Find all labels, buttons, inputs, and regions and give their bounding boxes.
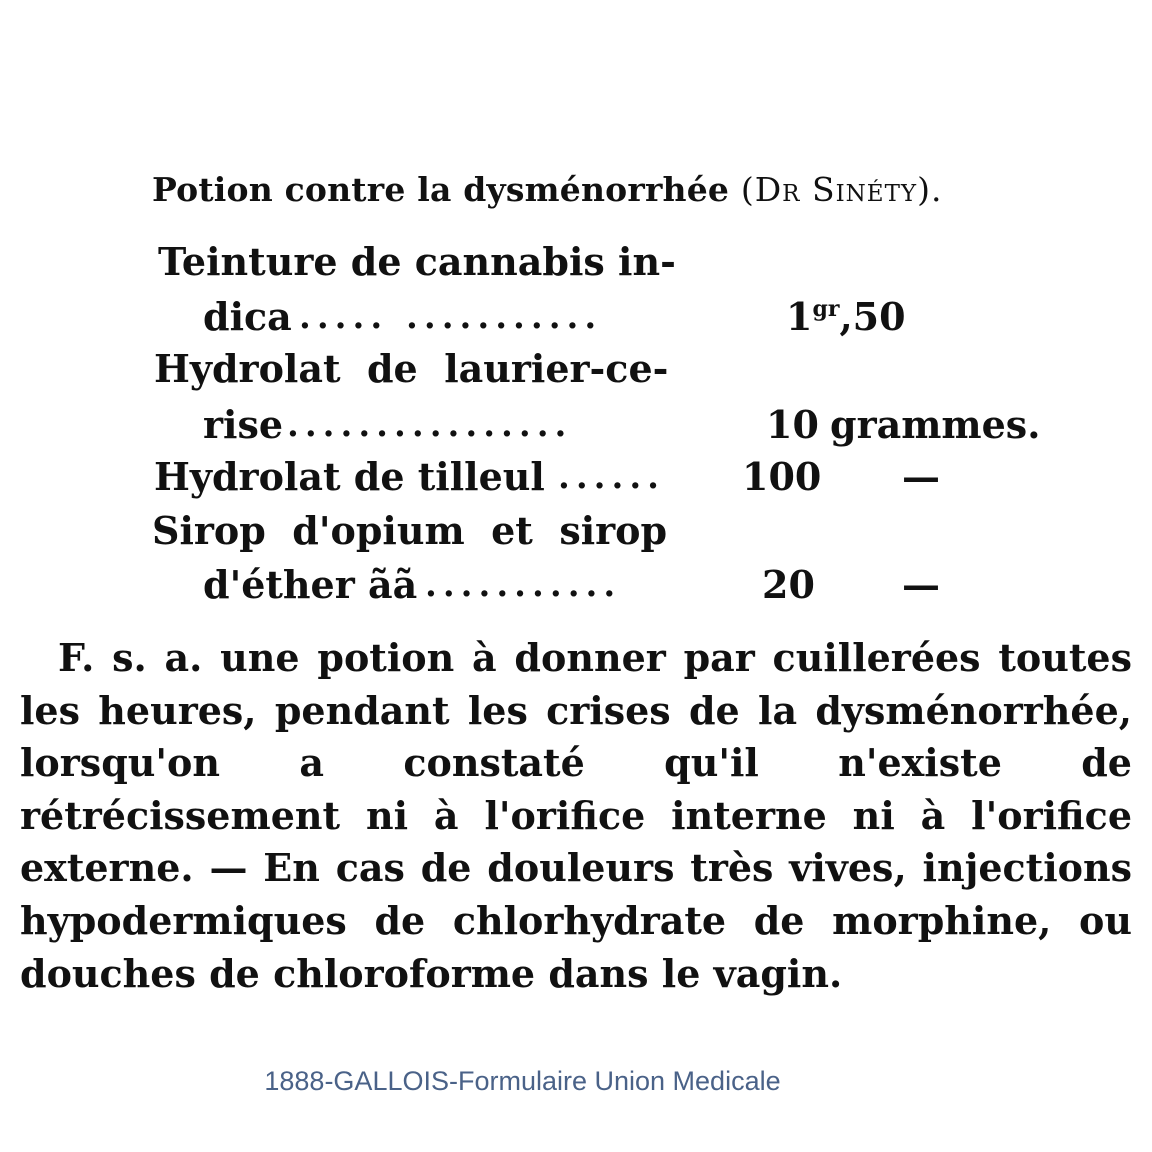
ingredient-1-line1: Teinture de cannabis in- — [158, 239, 676, 284]
ingredient-3-dots: ...... — [558, 460, 666, 494]
ingredient-3-unit: — — [902, 454, 940, 499]
ingredient-2-qty: 10 — [766, 402, 819, 447]
ingredient-1-name: dica — [203, 294, 292, 339]
recipe-title-author: (Dr Sinéty). — [740, 170, 943, 209]
ingredient-4-line1: Sirop d'opium et sirop — [152, 508, 668, 553]
recipe-title-main: Potion contre la dysménorrhée — [152, 170, 730, 209]
ingredient-4-dots: ........... — [425, 568, 622, 602]
ingredient-4-name: d'éther ãã — [203, 562, 418, 607]
source-caption: 1888-GALLOIS-Formulaire Union Medicale — [264, 1066, 781, 1096]
ingredient-1-qty: $1^{gr},50$ — [786, 294, 906, 339]
ingredient-1-dots: ..... ........... — [299, 300, 603, 334]
ingredient-3-name: Hydrolat de tilleul — [154, 454, 545, 499]
ingredient-2-name: rise — [203, 402, 284, 447]
ingredient-4-qty: 20 — [762, 562, 815, 607]
ingredient-4-unit: — — [902, 562, 940, 607]
ingredient-2-unit: grammes. — [830, 402, 1041, 447]
ingredient-2-dots: ................ — [287, 408, 573, 442]
instructions-paragraph: F. s. a. une potion à donner par cuillerées toutes les heures, pendant les crises de la dysménorrhée, lorsqu'on a constaté qu'il n'existe de rétrécissement ni à l'orifice interne ni à l'orifice externe. — En cas de douleurs très vives, injections hypodermiques de chlorhydrate de morphine, ou douches de chloroforme dans le vagin. — [20, 635, 1132, 996]
recipe-title — [152, 170, 942, 209]
ingredient-2-line1: Hydrolat de laurier-ce- — [154, 346, 669, 391]
ingredient-3-qty: 100 — [742, 454, 822, 499]
